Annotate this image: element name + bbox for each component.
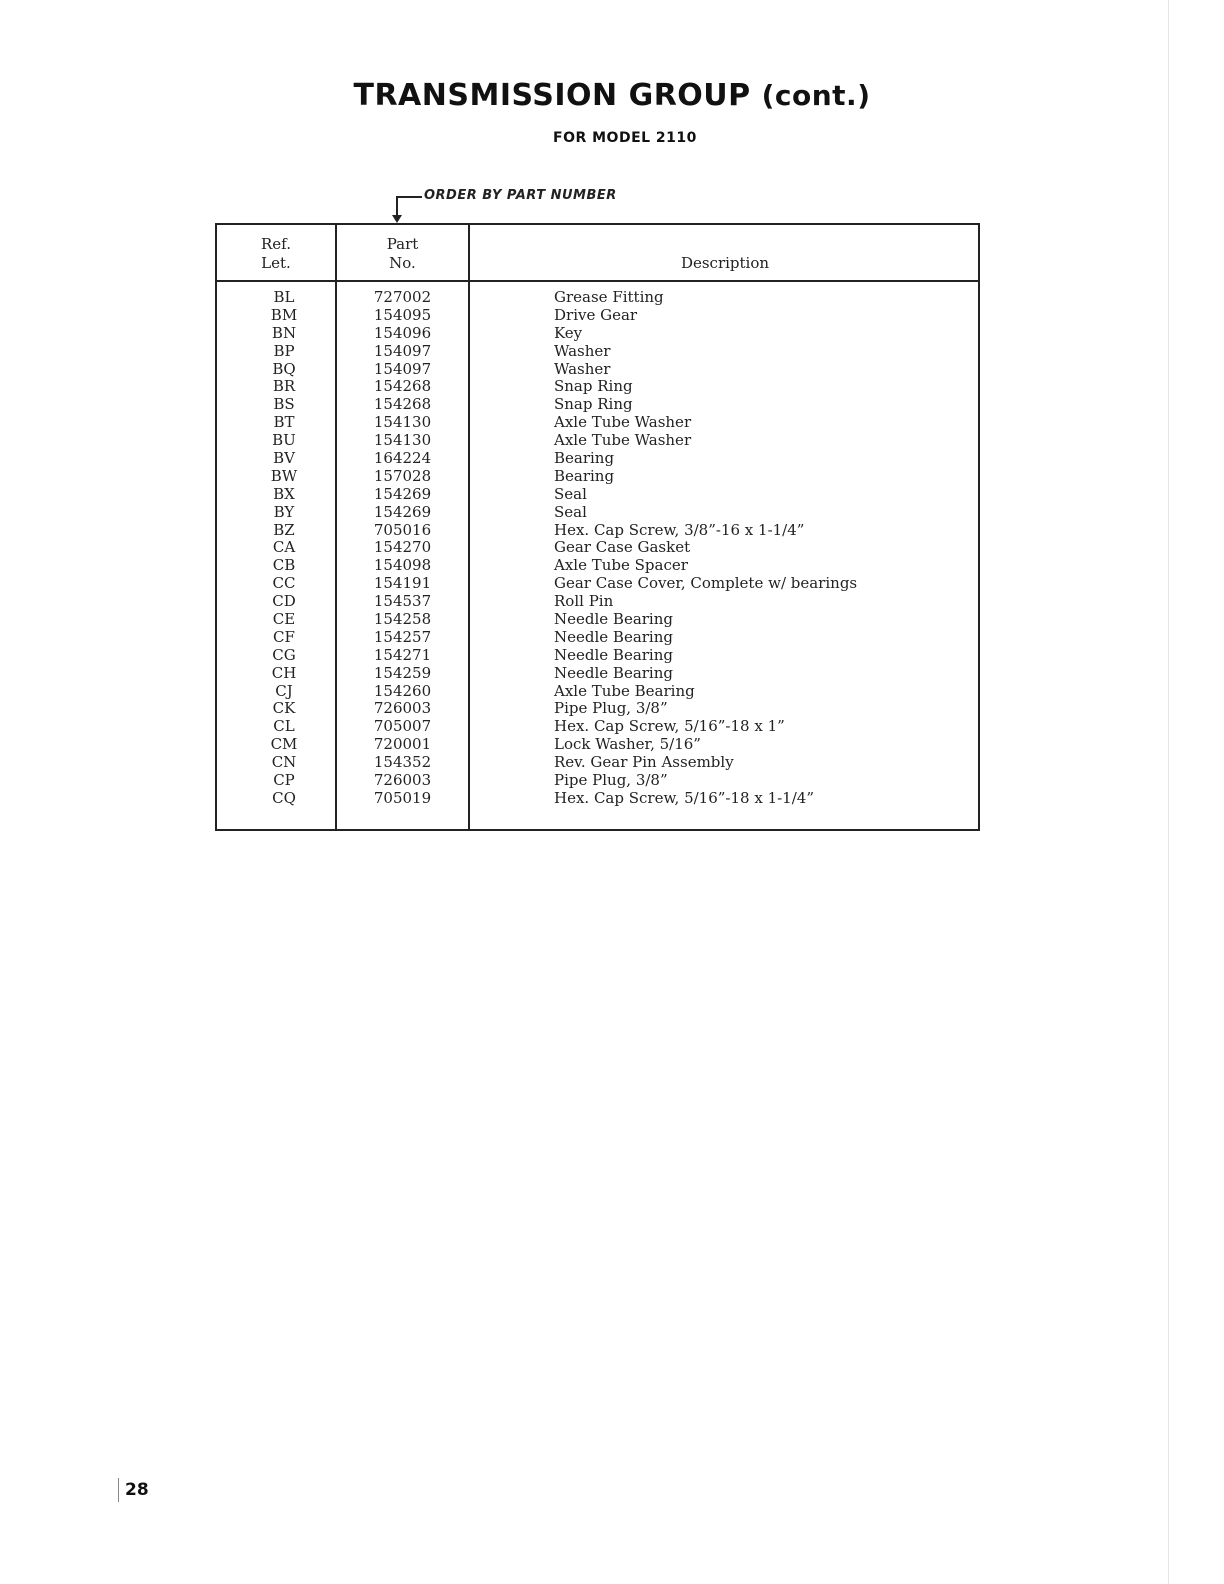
table-row bbox=[217, 522, 978, 540]
cell-description: Axle Tube Spacer bbox=[554, 556, 688, 575]
cell-part-number: 154097 bbox=[373, 359, 432, 378]
cell-ref-letter: CM bbox=[270, 735, 298, 754]
column-header-ref-line1: Ref. bbox=[261, 235, 291, 253]
table-row bbox=[217, 754, 978, 772]
column-header-part-line1: Part bbox=[386, 235, 419, 253]
parts-table bbox=[215, 223, 980, 831]
table-row bbox=[217, 665, 978, 683]
table-row bbox=[217, 450, 978, 468]
cell-ref-letter: CE bbox=[272, 610, 296, 629]
cell-ref-letter: BQ bbox=[272, 359, 296, 378]
cell-description: Snap Ring bbox=[554, 377, 633, 396]
cell-part-number: 726003 bbox=[373, 771, 432, 790]
cell-part-number: 726003 bbox=[373, 699, 432, 718]
column-header-part-line2: No. bbox=[389, 254, 416, 272]
cell-description: Bearing bbox=[554, 449, 615, 468]
cell-part-number: 154271 bbox=[373, 645, 432, 664]
cell-description: Needle Bearing bbox=[554, 645, 673, 664]
cell-part-number: 164224 bbox=[373, 449, 432, 468]
cell-ref-letter: BP bbox=[273, 341, 295, 360]
cell-part-number: 154095 bbox=[373, 305, 432, 324]
table-row bbox=[217, 432, 978, 450]
cell-ref-letter: CC bbox=[272, 574, 296, 593]
table-row bbox=[217, 700, 978, 718]
cell-description: Needle Bearing bbox=[554, 663, 673, 682]
cell-ref-letter: CA bbox=[272, 538, 296, 557]
cell-part-number: 705007 bbox=[373, 717, 432, 736]
cell-part-number: 727002 bbox=[373, 288, 432, 306]
title-suffix: (cont.) bbox=[761, 79, 871, 112]
page-edge-line bbox=[1168, 0, 1169, 1584]
cell-description: Key bbox=[554, 323, 583, 342]
cell-part-number: 154260 bbox=[373, 681, 432, 700]
cell-description: Washer bbox=[554, 359, 611, 378]
cell-ref-letter: BY bbox=[273, 502, 295, 521]
cell-description: Roll Pin bbox=[554, 592, 614, 611]
cell-description: Rev. Gear Pin Assembly bbox=[554, 753, 734, 772]
cell-ref-letter: BV bbox=[273, 449, 295, 468]
cell-ref-letter: BN bbox=[271, 323, 297, 342]
table-row bbox=[217, 575, 978, 593]
cell-description: Gear Case Gasket bbox=[554, 538, 691, 557]
model-subtitle: FOR MODEL 2110 bbox=[553, 130, 697, 146]
cell-part-number: 154352 bbox=[373, 753, 432, 772]
cell-part-number: 154191 bbox=[373, 574, 432, 593]
cell-ref-letter: BZ bbox=[273, 520, 295, 539]
cell-description: Hex. Cap Screw, 3/8”-16 x 1-1/4” bbox=[554, 520, 805, 539]
cell-description: Seal bbox=[554, 502, 587, 521]
order-arrow-icon bbox=[392, 215, 402, 223]
cell-description: Axle Tube Bearing bbox=[554, 681, 695, 700]
cell-part-number: 157028 bbox=[373, 466, 432, 485]
cell-part-number: 154269 bbox=[373, 484, 432, 503]
cell-description: Hex. Cap Screw, 5/16”-18 x 1” bbox=[554, 717, 785, 736]
table-row bbox=[217, 414, 978, 432]
cell-part-number: 705019 bbox=[373, 788, 432, 807]
table-row bbox=[217, 772, 978, 790]
cell-part-number: 720001 bbox=[373, 735, 432, 754]
cell-description: Drive Gear bbox=[554, 305, 638, 324]
cell-ref-letter: BL bbox=[273, 288, 295, 306]
table-row bbox=[217, 343, 978, 361]
table-row bbox=[217, 557, 978, 575]
cell-ref-letter: CL bbox=[273, 717, 295, 736]
header-divider bbox=[217, 280, 978, 282]
cell-description: Snap Ring bbox=[554, 395, 633, 414]
cell-ref-letter: CQ bbox=[272, 788, 296, 807]
cell-ref-letter: CJ bbox=[275, 681, 293, 700]
cell-description: Axle Tube Washer bbox=[554, 413, 692, 432]
table-row bbox=[217, 325, 978, 343]
cell-part-number: 154096 bbox=[373, 323, 432, 342]
column-header-ref bbox=[217, 235, 335, 273]
order-note: ORDER BY PART NUMBER bbox=[424, 188, 617, 203]
cell-part-number: 154270 bbox=[373, 538, 432, 557]
cell-part-number: 154097 bbox=[373, 341, 432, 360]
page-number: 28 bbox=[125, 1480, 149, 1500]
cell-description: Pipe Plug, 3/8” bbox=[554, 771, 668, 790]
cell-ref-letter: CH bbox=[271, 663, 297, 682]
table-row bbox=[217, 683, 978, 701]
cell-part-number: 154258 bbox=[373, 610, 432, 629]
table-row bbox=[217, 486, 978, 504]
cell-description: Needle Bearing bbox=[554, 627, 673, 646]
cell-part-number: 154130 bbox=[373, 431, 432, 450]
cell-part-number: 705016 bbox=[373, 520, 432, 539]
cell-ref-letter: BS bbox=[273, 395, 295, 414]
cell-description: Bearing bbox=[554, 466, 615, 485]
title-main: TRANSMISSION GROUP bbox=[353, 78, 751, 113]
cell-part-number: 154537 bbox=[373, 592, 432, 611]
cell-ref-letter: CK bbox=[272, 699, 296, 718]
table-body bbox=[217, 289, 978, 808]
table-row bbox=[217, 736, 978, 754]
cell-ref-letter: CP bbox=[273, 771, 295, 790]
cell-ref-letter: BR bbox=[272, 377, 296, 396]
cell-ref-letter: BW bbox=[270, 466, 298, 485]
page-margin-mark bbox=[118, 1478, 119, 1502]
cell-ref-letter: BU bbox=[272, 431, 296, 450]
cell-part-number: 154257 bbox=[373, 627, 432, 646]
table-row bbox=[217, 307, 978, 325]
cell-description: Lock Washer, 5/16” bbox=[554, 735, 701, 754]
cell-part-number: 154268 bbox=[373, 395, 432, 414]
table-row bbox=[217, 361, 978, 379]
order-arrow-line bbox=[396, 196, 422, 198]
cell-ref-letter: BT bbox=[273, 413, 295, 432]
page-title bbox=[0, 78, 1224, 113]
table-row bbox=[217, 611, 978, 629]
cell-ref-letter: CF bbox=[273, 627, 295, 646]
cell-ref-letter: CB bbox=[272, 556, 296, 575]
column-header-ref-line2: Let. bbox=[261, 254, 291, 272]
column-header-part bbox=[337, 235, 468, 273]
cell-ref-letter: BX bbox=[273, 484, 295, 503]
cell-part-number: 154098 bbox=[373, 556, 432, 575]
cell-description: Axle Tube Washer bbox=[554, 431, 692, 450]
table-row bbox=[217, 593, 978, 611]
table-row bbox=[217, 468, 978, 486]
cell-ref-letter: CN bbox=[271, 753, 297, 772]
cell-description: Washer bbox=[554, 341, 611, 360]
cell-description: Seal bbox=[554, 484, 587, 503]
table-row bbox=[217, 289, 978, 307]
table-row bbox=[217, 647, 978, 665]
cell-description: Pipe Plug, 3/8” bbox=[554, 699, 668, 718]
cell-description: Hex. Cap Screw, 5/16”-18 x 1-1/4” bbox=[554, 788, 814, 807]
cell-ref-letter: CD bbox=[272, 592, 296, 611]
cell-description: Gear Case Cover, Complete w/ bearings bbox=[554, 574, 858, 593]
table-row bbox=[217, 629, 978, 647]
table-row bbox=[217, 396, 978, 414]
cell-part-number: 154259 bbox=[373, 663, 432, 682]
cell-part-number: 154269 bbox=[373, 502, 432, 521]
cell-part-number: 154130 bbox=[373, 413, 432, 432]
cell-ref-letter: BM bbox=[270, 305, 298, 324]
cell-part-number: 154268 bbox=[373, 377, 432, 396]
table-row bbox=[217, 504, 978, 522]
cell-description: Grease Fitting bbox=[554, 288, 664, 306]
cell-description: Needle Bearing bbox=[554, 610, 673, 629]
table-row bbox=[217, 539, 978, 557]
cell-ref-letter: CG bbox=[272, 645, 296, 664]
column-header-description: Description bbox=[680, 254, 770, 272]
table-row bbox=[217, 718, 978, 736]
table-row bbox=[217, 790, 978, 808]
table-row bbox=[217, 378, 978, 396]
